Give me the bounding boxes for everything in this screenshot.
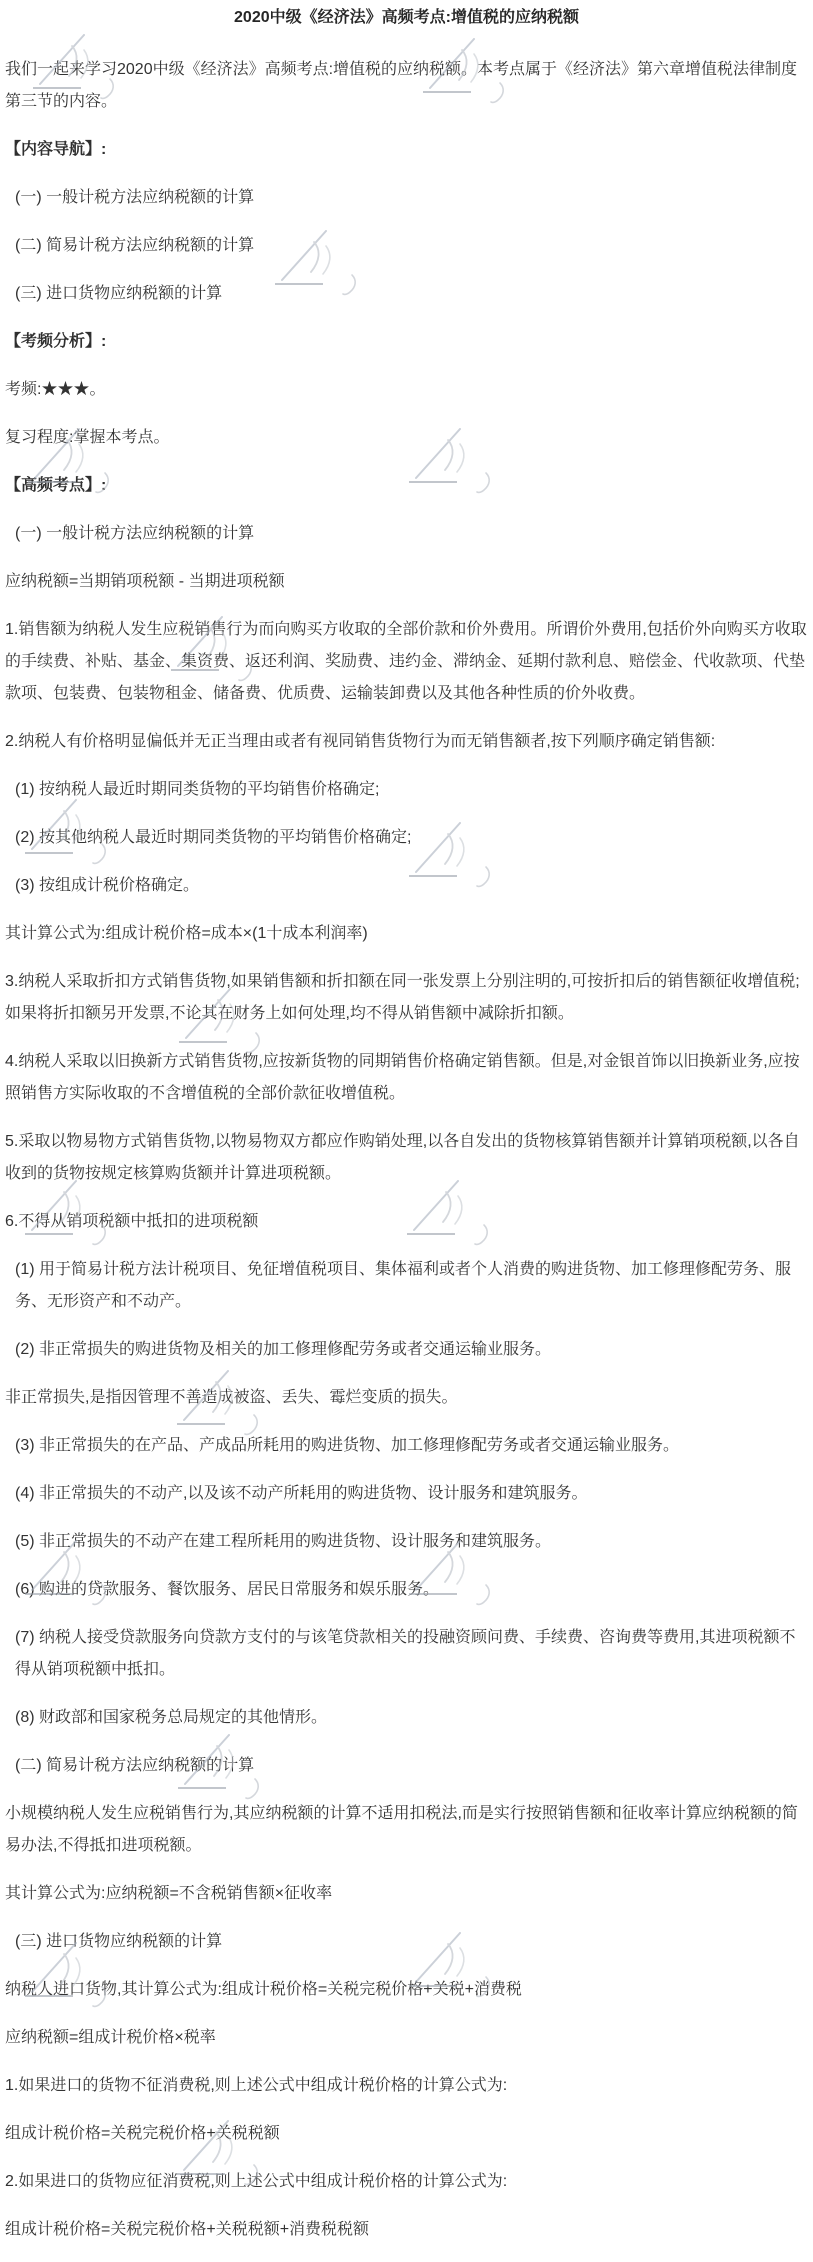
import-case-1: 1.如果进口的货物不征消费税,则上述公式中组成计税价格的计算公式为:: [5, 2077, 508, 2094]
subsection-heading-general-method: (一) 一般计税方法应纳税额的计算: [15, 525, 255, 542]
import-formula-intro: 纳税人进口货物,其计算公式为:组成计税价格=关税完税价格+关税+消费税: [5, 1981, 522, 1998]
deduction-item-3: (3) 非正常损失的在产品、产成品所耗用的购进货物、加工修理修配劳务或者交通运输业服务。: [15, 1437, 680, 1454]
formula-simple-method: 其计算公式为:应纳税额=不含税销售额×征收率: [5, 1885, 333, 1902]
deduction-item-2: (2) 非正常损失的购进货物及相关的加工修理修配劳务或者交通运输业服务。: [15, 1341, 552, 1358]
paragraph-1: 1.销售额为纳税人发生应税销售行为而向购买方收取的全部价款和价外费用。所谓价外费用,包括价外向购买方收取的手续费、补贴、基金、集资费、返还利润、奖励费、违约金、滞纳金、延期付款利息、赔偿金、代收款项、代垫款项、包装费、包装物租金、储备费、优质费、运输装卸费以及其他各种性质的价外收费。: [5, 621, 807, 702]
section-heading-frequency-analysis: 【考频分析】:: [5, 333, 107, 350]
deduction-item-1: (1) 用于简易计税方法计税项目、免征增值税项目、集体福利或者个人消费的购进货物、加工修理修配劳务、服务、无形资产和不动产。: [15, 1261, 792, 1310]
paragraph-3: 3.纳税人采取折扣方式销售货物,如果销售额和折扣额在同一张发票上分别注明的,可按折扣后的销售额征收增值税;如果将折扣额另开发票,不论其在财务上如何处理,均不得从销售额中减除折扣额。: [5, 973, 800, 1022]
review-level-line: 复习程度:掌握本考点。: [5, 429, 170, 446]
deduction-item-4: (4) 非正常损失的不动产,以及该不动产所耗用的购进货物、设计服务和建筑服务。: [15, 1485, 588, 1502]
intro-paragraph: 我们一起来学习2020中级《经济法》高频考点:增值税的应纳税额。本考点属于《经济法》第六章增值税法律制度第三节的内容。: [5, 61, 798, 110]
deduction-item-5: (5) 非正常损失的不动产在建工程所耗用的购进货物、设计服务和建筑服务。: [15, 1533, 552, 1550]
import-case-2: 2.如果进口的货物应征消费税,则上述公式中组成计税价格的计算公式为:: [5, 2173, 508, 2190]
nav-item-3: (三) 进口货物应纳税额的计算: [15, 285, 223, 302]
formula-payable-tax: 应纳税额=当期销项税额 - 当期进项税额: [5, 573, 285, 590]
section-heading-content-nav: 【内容导航】:: [5, 141, 107, 158]
nav-item-1: (一) 一般计税方法应纳税额的计算: [15, 189, 255, 206]
paragraph-6: 6.不得从销项税额中抵扣的进项税额: [5, 1213, 259, 1230]
frequency-stars-line: 考频:★★★。: [5, 381, 106, 398]
section-heading-key-points: 【高频考点】:: [5, 477, 107, 494]
page-title: 2020中级《经济法》高频考点:增值税的应纳税额: [234, 9, 579, 26]
paragraph-5: 5.采取以物易物方式销售货物,以物易物双方都应作购销处理,以各自发出的货物核算销售额并计算销项税额,以各自收到的货物按规定核算购货额并计算进项税额。: [5, 1133, 800, 1182]
deduction-item-7: (7) 纳税人接受贷款服务向贷款方支付的与该笔贷款相关的投融资顾问费、手续费、咨询费等费用,其进项税额不得从销项税额中抵扣。: [15, 1629, 796, 1678]
subsection-heading-import-goods: (三) 进口货物应纳税额的计算: [15, 1933, 223, 1950]
paragraph-4: 4.纳税人采取以旧换新方式销售货物,应按新货物的同期销售价格确定销售额。但是,对金银首饰以旧换新业务,应按照销售方实际收取的不含增值税的全部价款征收增值税。: [5, 1053, 800, 1102]
formula-composite-price: 其计算公式为:组成计税价格=成本×(1十成本利润率): [5, 925, 368, 942]
subsection-heading-simple-method: (二) 简易计税方法应纳税额的计算: [15, 1757, 255, 1774]
paragraph-2: 2.纳税人有价格明显偏低并无正当理由或者有视同销售货物行为而无销售额者,按下列顺序确定销售额:: [5, 733, 716, 750]
nav-item-2: (二) 简易计税方法应纳税额的计算: [15, 237, 255, 254]
formula-import-no-consumption-tax: 组成计税价格=关税完税价格+关税税额: [5, 2125, 280, 2142]
formula-import-with-consumption-tax: 组成计税价格=关税完税价格+关税税额+消费税税额: [5, 2221, 370, 2238]
deduction-item-8: (8) 财政部和国家税务总局规定的其他情形。: [15, 1709, 328, 1726]
formula-import-tax: 应纳税额=组成计税价格×税率: [5, 2029, 216, 2046]
abnormal-loss-note: 非正常损失,是指因管理不善造成被盗、丢失、霉烂变质的损失。: [5, 1389, 458, 1406]
list-item-1: (1) 按纳税人最近时期同类货物的平均销售价格确定;: [15, 781, 380, 798]
deduction-item-6: (6) 购进的贷款服务、餐饮服务、居民日常服务和娱乐服务。: [15, 1581, 440, 1598]
list-item-2: (2) 按其他纳税人最近时期同类货物的平均销售价格确定;: [15, 829, 412, 846]
list-item-3: (3) 按组成计税价格确定。: [15, 877, 200, 894]
simple-method-paragraph: 小规模纳税人发生应税销售行为,其应纳税额的计算不适用扣税法,而是实行按照销售额和征收率计算应纳税额的简易办法,不得抵扣进项税额。: [5, 1805, 798, 1854]
